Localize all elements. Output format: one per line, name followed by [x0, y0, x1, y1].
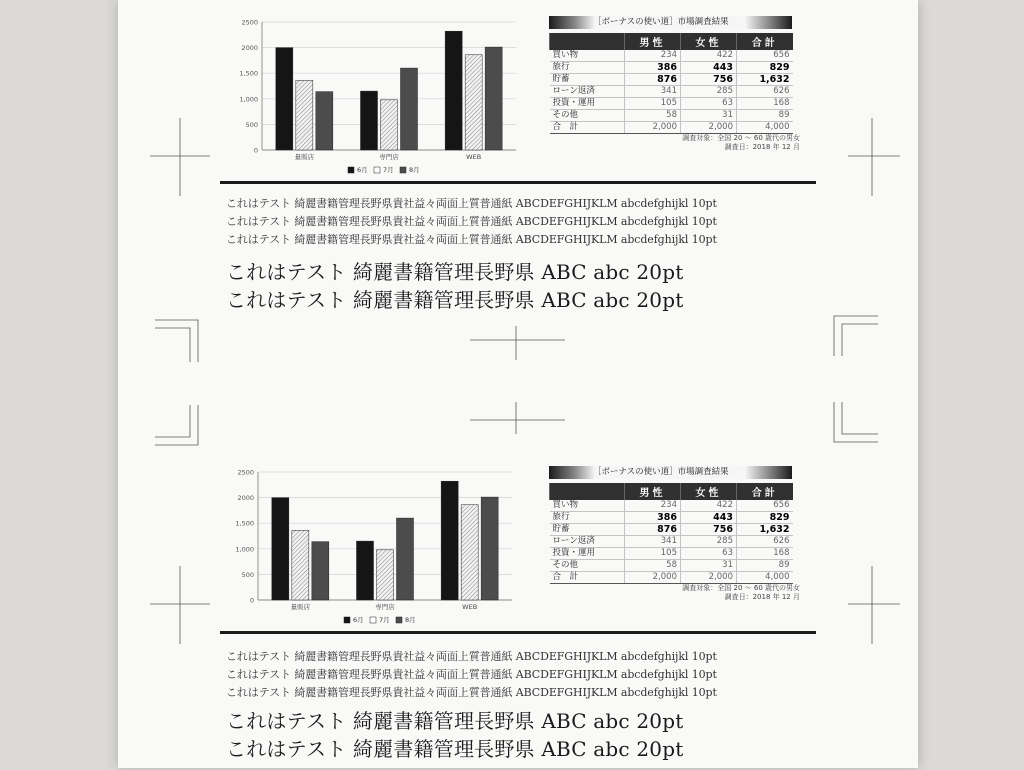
- y-tick-label: 500: [245, 120, 258, 129]
- row-label: 合 計: [550, 572, 625, 584]
- bar-8月: [481, 497, 498, 600]
- table-cell: 4,000: [737, 572, 793, 584]
- table-row: [550, 74, 793, 86]
- bar-8月: [401, 68, 418, 150]
- table-cell: 2,000: [625, 122, 681, 134]
- x-tick-label: WEB: [462, 603, 478, 611]
- legend-label: 6月: [353, 616, 364, 624]
- table-cell: 656: [737, 50, 793, 62]
- table-cell: 58: [625, 560, 681, 572]
- table-row: [550, 560, 793, 572]
- survey-subject-note: 調査対象：全国 20 ～ 60 歳代の男女: [682, 134, 800, 142]
- row-label: ローン返済: [550, 536, 625, 548]
- table-cell: 285: [681, 86, 737, 98]
- x-tick-label: 専門店: [375, 603, 395, 611]
- row-label: 合 計: [550, 122, 625, 134]
- legend-label: 6月: [357, 166, 368, 174]
- bar-8月: [312, 542, 329, 600]
- y-tick-label: 0: [249, 596, 254, 605]
- table-header-cell: [550, 483, 625, 500]
- sample-line-20pt: これはテスト 綺麗書籍管理長野県 ABC abc 20pt: [226, 260, 684, 284]
- bar-6月: [272, 498, 289, 600]
- table-row: [550, 572, 793, 584]
- bar-8月: [316, 92, 333, 150]
- table-cell: 756: [681, 74, 737, 86]
- row-label: ローン返済: [550, 86, 625, 98]
- x-tick-label: 量販店: [294, 153, 315, 161]
- table-cell: 168: [737, 98, 793, 110]
- table-row: [550, 86, 793, 98]
- legend-swatch: [396, 617, 402, 623]
- table-row: [550, 122, 793, 134]
- bar-chart: [226, 18, 526, 188]
- table-cell: 234: [625, 500, 681, 512]
- table-header-cell: 合計: [737, 483, 793, 500]
- y-tick-label: 500: [241, 570, 254, 579]
- y-tick-label: 0: [253, 146, 258, 155]
- table-header-cell: 女性: [681, 33, 737, 50]
- table-cell: 626: [737, 536, 793, 548]
- bar-7月: [292, 530, 309, 600]
- y-tick-label: 1,500: [235, 519, 254, 528]
- legend-swatch: [400, 167, 406, 173]
- table-title: ［ボーナスの使い道］市場調査結果: [549, 16, 792, 29]
- table-cell: 89: [737, 110, 793, 122]
- legend-label: 8月: [405, 616, 416, 624]
- table-cell: 105: [625, 548, 681, 560]
- table-cell: 234: [625, 50, 681, 62]
- y-tick-label: 1,000: [239, 95, 258, 104]
- table-header-cell: 男性: [625, 483, 681, 500]
- sample-line-10pt: これはテスト 綺麗書籍管理長野県貴社益々両面上質普通紙 ABCDEFGHIJKLM abcdefghijkl 10pt: [226, 233, 717, 246]
- table-title: ［ボーナスの使い道］市場調査結果: [549, 466, 792, 479]
- survey-data-table: [549, 483, 793, 584]
- bar-7月: [461, 505, 478, 600]
- row-label: 貯蓄: [550, 74, 625, 86]
- row-label: 旅行: [550, 62, 625, 74]
- table-cell: 31: [681, 110, 737, 122]
- bar-chart: [222, 468, 522, 638]
- bar-8月: [397, 518, 414, 600]
- table-row: [550, 62, 793, 74]
- table-cell: 89: [737, 560, 793, 572]
- row-label: 買い物: [550, 50, 625, 62]
- table-cell: 756: [681, 524, 737, 536]
- table-cell: 443: [681, 512, 737, 524]
- y-tick-label: 2500: [241, 18, 258, 27]
- table-header-cell: [550, 33, 625, 50]
- table-header-cell: 男性: [625, 33, 681, 50]
- sample-line-10pt: これはテスト 綺麗書籍管理長野県貴社益々両面上質普通紙 ABCDEFGHIJKLM abcdefghijkl 10pt: [226, 215, 717, 228]
- table-header-cell: 合計: [737, 33, 793, 50]
- sample-line-20pt: これはテスト 綺麗書籍管理長野県 ABC abc 20pt: [226, 709, 684, 733]
- survey-subject-note: 調査対象：全国 20 ～ 60 歳代の男女: [682, 584, 800, 592]
- y-tick-label: 1,000: [235, 545, 254, 554]
- legend-label: 8月: [409, 166, 420, 174]
- print-block-bottom: [0, 450, 1024, 770]
- sample-line-10pt: これはテスト 綺麗書籍管理長野県貴社益々両面上質普通紙 ABCDEFGHIJKLM abcdefghijkl 10pt: [226, 686, 717, 699]
- bar-6月: [357, 541, 374, 600]
- row-label: その他: [550, 560, 625, 572]
- table-cell: 31: [681, 560, 737, 572]
- bar-6月: [445, 31, 462, 150]
- table-cell: 2,000: [681, 572, 737, 584]
- row-label: 投資・運用: [550, 548, 625, 560]
- table-cell: 1,632: [737, 74, 793, 86]
- x-tick-label: 専門店: [379, 153, 399, 161]
- bar-6月: [276, 48, 293, 150]
- divider-rule: [220, 631, 816, 634]
- y-tick-label: 2000: [237, 494, 254, 503]
- table-cell: 2,000: [625, 572, 681, 584]
- bar-7月: [377, 550, 394, 600]
- table-cell: 876: [625, 524, 681, 536]
- table-cell: 829: [737, 512, 793, 524]
- row-label: 貯蓄: [550, 524, 625, 536]
- table-cell: 443: [681, 62, 737, 74]
- row-label: 旅行: [550, 512, 625, 524]
- table-header-row: [550, 483, 793, 500]
- survey-date-note: 調査日：2018 年 12 月: [724, 593, 800, 601]
- table-cell: 63: [681, 98, 737, 110]
- row-label: 買い物: [550, 500, 625, 512]
- sample-line-20pt: これはテスト 綺麗書籍管理長野県 ABC abc 20pt: [226, 288, 684, 312]
- table-cell: 58: [625, 110, 681, 122]
- y-tick-label: 1,500: [239, 69, 258, 78]
- legend-swatch: [370, 617, 376, 623]
- table-cell: 105: [625, 98, 681, 110]
- legend-label: 7月: [383, 166, 394, 174]
- table-row: [550, 500, 793, 512]
- divider-rule: [220, 181, 816, 184]
- table-cell: 4,000: [737, 122, 793, 134]
- bar-7月: [381, 100, 398, 150]
- x-tick-label: 量販店: [290, 603, 311, 611]
- table-header-cell: 女性: [681, 483, 737, 500]
- table-cell: 626: [737, 86, 793, 98]
- table-cell: 386: [625, 62, 681, 74]
- table-row: [550, 50, 793, 62]
- table-cell: 2,000: [681, 122, 737, 134]
- table-cell: 386: [625, 512, 681, 524]
- table-row: [550, 548, 793, 560]
- table-header-row: [550, 33, 793, 50]
- row-label: その他: [550, 110, 625, 122]
- table-cell: 168: [737, 548, 793, 560]
- survey-date-note: 調査日：2018 年 12 月: [724, 143, 800, 151]
- legend-swatch: [374, 167, 380, 173]
- legend-swatch: [348, 167, 354, 173]
- bar-6月: [441, 481, 458, 600]
- table-cell: 1,632: [737, 524, 793, 536]
- table-cell: 422: [681, 500, 737, 512]
- survey-data-table: [549, 33, 793, 134]
- bar-6月: [361, 91, 378, 150]
- table-cell: 63: [681, 548, 737, 560]
- table-cell: 341: [625, 86, 681, 98]
- sample-line-10pt: これはテスト 綺麗書籍管理長野県貴社益々両面上質普通紙 ABCDEFGHIJKLM abcdefghijkl 10pt: [226, 650, 717, 663]
- x-tick-label: WEB: [466, 153, 482, 161]
- table-cell: 829: [737, 62, 793, 74]
- table-row: [550, 110, 793, 122]
- sample-line-10pt: これはテスト 綺麗書籍管理長野県貴社益々両面上質普通紙 ABCDEFGHIJKLM abcdefghijkl 10pt: [226, 197, 717, 210]
- survey-table: [549, 466, 800, 602]
- table-cell: 341: [625, 536, 681, 548]
- table-row: [550, 536, 793, 548]
- sample-line-20pt: これはテスト 綺麗書籍管理長野県 ABC abc 20pt: [226, 737, 684, 761]
- table-row: [550, 98, 793, 110]
- y-tick-label: 2500: [237, 468, 254, 477]
- survey-table: [549, 16, 800, 152]
- bar-7月: [296, 80, 313, 150]
- legend-swatch: [344, 617, 350, 623]
- table-cell: 876: [625, 74, 681, 86]
- table-cell: 422: [681, 50, 737, 62]
- row-label: 投資・運用: [550, 98, 625, 110]
- print-block-top: [0, 0, 1024, 320]
- table-row: [550, 524, 793, 536]
- y-tick-label: 2000: [241, 44, 258, 53]
- table-cell: 656: [737, 500, 793, 512]
- table-cell: 285: [681, 536, 737, 548]
- legend-label: 7月: [379, 616, 390, 624]
- sample-line-10pt: これはテスト 綺麗書籍管理長野県貴社益々両面上質普通紙 ABCDEFGHIJKLM abcdefghijkl 10pt: [226, 668, 717, 681]
- table-row: [550, 512, 793, 524]
- bar-7月: [465, 55, 482, 150]
- bar-8月: [485, 47, 502, 150]
